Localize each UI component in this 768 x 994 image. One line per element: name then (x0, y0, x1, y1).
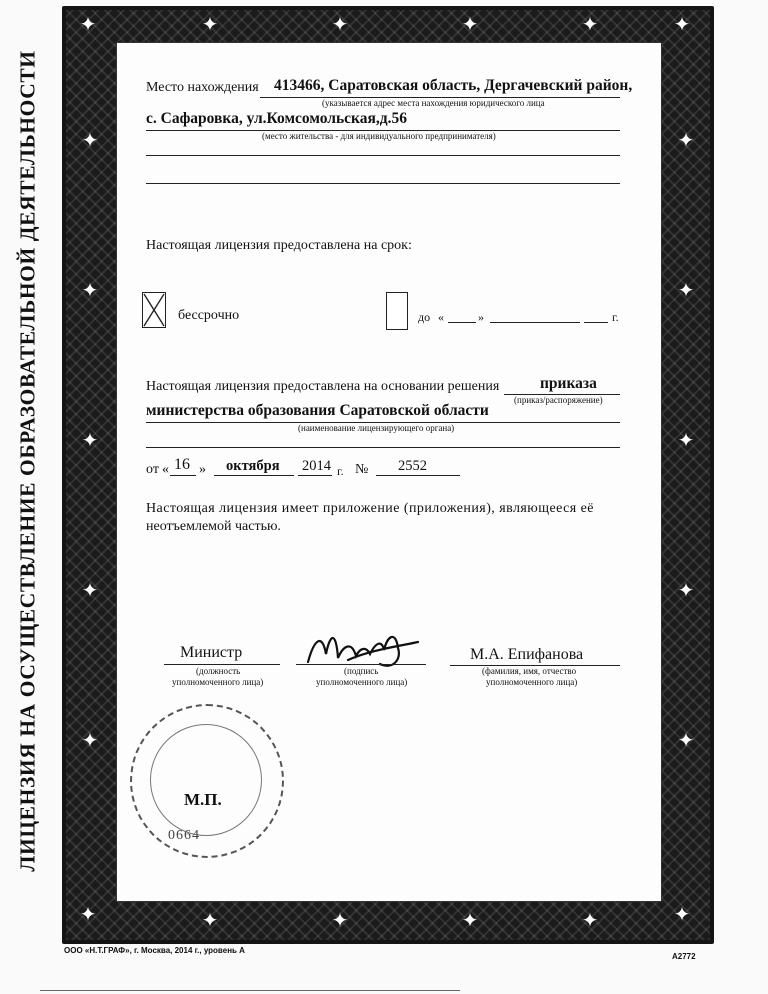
checkmark-cross-icon (143, 293, 165, 327)
location-value-line1: 413466, Саратовская область, Дергачевский район, (274, 77, 633, 94)
location-value-line2: с. Сафаровка, ул.Комсомольская,д.56 (146, 110, 407, 127)
date-year-suffix: г. (337, 464, 344, 478)
seal-label: М.П. (184, 790, 222, 809)
appendix-text-2: неотъемлемой частью. (146, 519, 281, 534)
number-line (376, 475, 460, 476)
authority-caption: (наименование лицензирующего органа) (298, 423, 455, 433)
licensing-authority: министерства образования Саратовской области (146, 402, 489, 419)
border-star-icon: ✦ (81, 728, 99, 752)
indefinite-label: бессрочно (178, 308, 240, 323)
term-heading: Настоящая лицензия предоставлена на срок: (146, 238, 412, 253)
order-number: 2552 (398, 458, 427, 474)
position-underline (164, 664, 280, 665)
date-month: октября (226, 458, 280, 474)
position-caption-1: (должность (196, 666, 241, 676)
seal-number: 0664 (168, 828, 200, 843)
blank-line (146, 447, 620, 448)
signature-caption-1: (подпись (344, 666, 379, 676)
indefinite-checkbox[interactable] (142, 292, 166, 328)
border-star-icon: ✦ (81, 278, 99, 302)
decision-type: приказа (540, 375, 597, 392)
decision-caption: (приказ/распоряжение) (514, 395, 603, 405)
border-star-icon: ✦ (461, 12, 479, 36)
date-quote-close: » (199, 462, 206, 477)
border-star-icon: ✦ (461, 908, 479, 932)
border-star-icon: ✦ (673, 902, 691, 926)
date-day-line (170, 475, 196, 476)
side-title (4, 50, 52, 872)
until-quote-open: « (438, 310, 444, 324)
border-star-icon: ✦ (81, 578, 99, 602)
side-title-text: ЛИЦЕНЗИЯ НА ОСУЩЕСТВЛЕНИЕ ОБРАЗОВАТЕЛЬНОЙ ДЕЯТЕЛЬНОСТИ (15, 50, 40, 872)
location-label: Место нахождения (146, 80, 259, 95)
border-star-icon: ✦ (331, 908, 349, 932)
until-day-line (448, 322, 476, 323)
official-name: М.А. Епифанова (470, 646, 584, 663)
border-star-icon: ✦ (677, 578, 695, 602)
border-star-icon: ✦ (79, 902, 97, 926)
name-caption-2: уполномоченного лица) (486, 677, 578, 687)
signature-caption-2: уполномоченного лица) (316, 677, 408, 687)
until-checkbox[interactable] (386, 292, 408, 330)
until-year-suffix: г. (612, 310, 619, 324)
signature-underline (296, 664, 426, 665)
border-star-icon: ✦ (201, 908, 219, 932)
official-position: Министр (180, 644, 243, 661)
border-star-icon: ✦ (331, 12, 349, 36)
date-year: 2014 (302, 458, 331, 474)
blank-line (146, 183, 620, 184)
seal-inner-ring (150, 724, 262, 836)
border-star-icon: ✦ (677, 128, 695, 152)
border-star-icon: ✦ (81, 128, 99, 152)
printer-info: ООО «Н.Т.ГРАФ», г. Москва, 2014 г., уровень А (64, 946, 245, 955)
until-month-line (490, 322, 580, 323)
until-label: до (418, 310, 431, 324)
until-quote-close: » (478, 310, 484, 324)
position-caption-2: уполномоченного лица) (172, 677, 264, 687)
official-seal (130, 704, 284, 858)
border-star-icon: ✦ (677, 728, 695, 752)
border-star-icon: ✦ (677, 278, 695, 302)
border-star-icon: ✦ (581, 12, 599, 36)
until-year-line (584, 322, 608, 323)
date-year-line (298, 475, 332, 476)
border-star-icon: ✦ (673, 12, 691, 36)
form-code: А2772 (672, 952, 696, 961)
date-prefix: от (146, 462, 159, 477)
date-month-line (214, 475, 294, 476)
border-star-icon: ✦ (79, 12, 97, 36)
border-star-icon: ✦ (581, 908, 599, 932)
border-star-icon: ✦ (677, 428, 695, 452)
border-star-icon: ✦ (201, 12, 219, 36)
location-caption-1: (указывается адрес места нахождения юридического лица (322, 98, 545, 108)
location-caption-2: (место жительства - для индивидуального предпринимателя) (262, 131, 496, 141)
date-day: 16 (174, 456, 190, 473)
number-sign: № (355, 462, 369, 477)
name-caption-1: (фамилия, имя, отчество (482, 666, 577, 676)
blank-line (146, 155, 620, 156)
border-star-icon: ✦ (81, 428, 99, 452)
basis-heading: Настоящая лицензия предоставлена на основании решения (146, 379, 500, 394)
bottom-scan-line (40, 990, 460, 991)
date-quote-open: « (162, 462, 169, 477)
appendix-text-1: Настоящая лицензия имеет приложение (приложения), являющееся её (146, 501, 594, 516)
